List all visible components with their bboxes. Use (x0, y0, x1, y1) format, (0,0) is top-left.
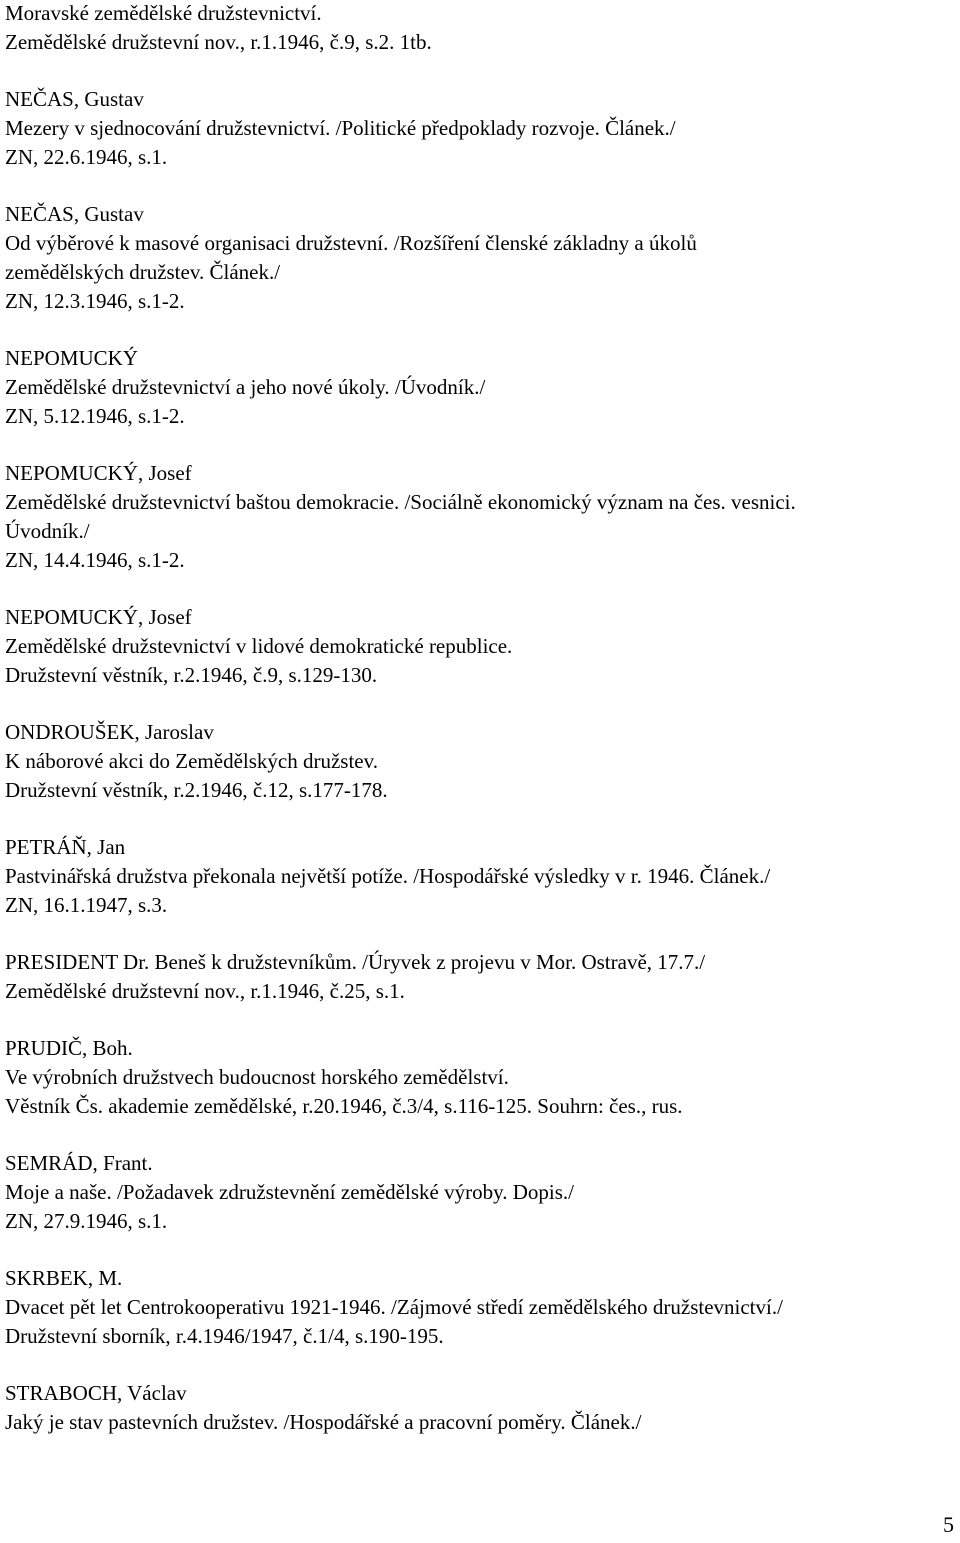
entry-author: NEPOMUCKÝ (5, 346, 139, 370)
bibliography-entry (5, 1264, 955, 1351)
entry-line: zemědělských družstev. Článek./ (5, 260, 281, 284)
page-number: 5 (943, 1512, 954, 1537)
entry-line: ZN, 22.6.1946, s.1. (5, 145, 168, 169)
entry-author: PRESIDENT Dr. Beneš k družstevníkům. /Úryvek z projevu v Mor. Ostravě, 17.7./ (5, 950, 706, 974)
entry-line: Družstevní sborník, r.4.1946/1947, č.1/4, s.190-195. (5, 1324, 444, 1348)
entry-line: Moje a naše. /Požadavek združstevnění zemědělské výroby. Dopis./ (5, 1180, 574, 1204)
entry-line: ZN, 16.1.1947, s.3. (5, 893, 168, 917)
bibliography-page (5, 0, 955, 1437)
entry-author: NEPOMUCKÝ, Josef (5, 461, 192, 485)
entry-line: Od výběrové k masové organisaci družstevní. /Rozšíření členské základny a úkolů (5, 231, 697, 255)
entry-author: PETRÁŇ, Jan (5, 835, 126, 859)
bibliography-entry (5, 1149, 955, 1236)
entry-author: SEMRÁD, Frant. (5, 1151, 153, 1175)
bibliography-entry (5, 1379, 955, 1437)
entry-line: Mezery v sjednocování družstevnictví. /Politické předpoklady rozvoje. Článek./ (5, 116, 676, 140)
entry-line: Družstevní věstník, r.2.1946, č.9, s.129-130. (5, 663, 378, 687)
entry-author: SKRBEK, M. (5, 1266, 123, 1290)
entry-line: ZN, 5.12.1946, s.1-2. (5, 404, 185, 428)
entry-line: K náborové akci do Zemědělských družstev. (5, 749, 379, 773)
continued-entry (5, 0, 955, 57)
entry-author: NEPOMUCKÝ, Josef (5, 605, 192, 629)
bibliography-entry (5, 603, 955, 690)
entry-line: Zemědělské družstevní nov., r.1.1946, č.9, s.2. 1tb. (5, 30, 432, 54)
entry-line: Dvacet pět let Centrokooperativu 1921-1946. /Zájmové středí zemědělského družstevnictví./ (5, 1295, 783, 1319)
entry-line: Pastvinářská družstva překonala největší potíže. /Hospodářské výsledky v r. 1946. Článek./ (5, 864, 771, 888)
bibliography-entry (5, 459, 955, 575)
entry-line: ZN, 14.4.1946, s.1-2. (5, 548, 185, 572)
entry-line: Zemědělské družstevnictví baštou demokracie. /Sociálně ekonomický význam na čes. vesnici. (5, 490, 796, 514)
entry-author: NEČAS, Gustav (5, 87, 144, 111)
entry-line: ZN, 27.9.1946, s.1. (5, 1209, 168, 1233)
entry-line: ZN, 12.3.1946, s.1-2. (5, 289, 185, 313)
bibliography-entry (5, 833, 955, 920)
entry-line: Zemědělské družstevnictví a jeho nové úkoly. /Úvodník./ (5, 375, 486, 399)
bibliography-entry (5, 85, 955, 172)
entry-author: PRUDIČ, Boh. (5, 1036, 133, 1060)
entry-line: Zemědělské družstevnictví v lidové demokratické republice. (5, 634, 513, 658)
bibliography-entry (5, 200, 955, 316)
entry-line: Ve výrobních družstvech budoucnost horského zemědělství. (5, 1065, 509, 1089)
entry-line: Věstník Čs. akademie zemědělské, r.20.1946, č.3/4, s.116-125. Souhrn: čes., rus. (5, 1094, 683, 1118)
entry-author: ONDROUŠEK, Jaroslav (5, 720, 214, 744)
bibliography-entry (5, 344, 955, 431)
entry-line: Úvodník./ (5, 519, 90, 543)
bibliography-entry (5, 948, 955, 1006)
entry-line: Zemědělské družstevní nov., r.1.1946, č.25, s.1. (5, 979, 405, 1003)
bibliography-entry (5, 718, 955, 805)
bibliography-entry (5, 1034, 955, 1121)
entry-author: NEČAS, Gustav (5, 202, 144, 226)
entry-line: Družstevní věstník, r.2.1946, č.12, s.177-178. (5, 778, 388, 802)
entry-author: STRABOCH, Václav (5, 1381, 187, 1405)
entry-line: Moravské zemědělské družstevnictví. (5, 1, 322, 25)
entry-line: Jaký je stav pastevních družstev. /Hospodářské a pracovní poměry. Článek./ (5, 1410, 642, 1434)
